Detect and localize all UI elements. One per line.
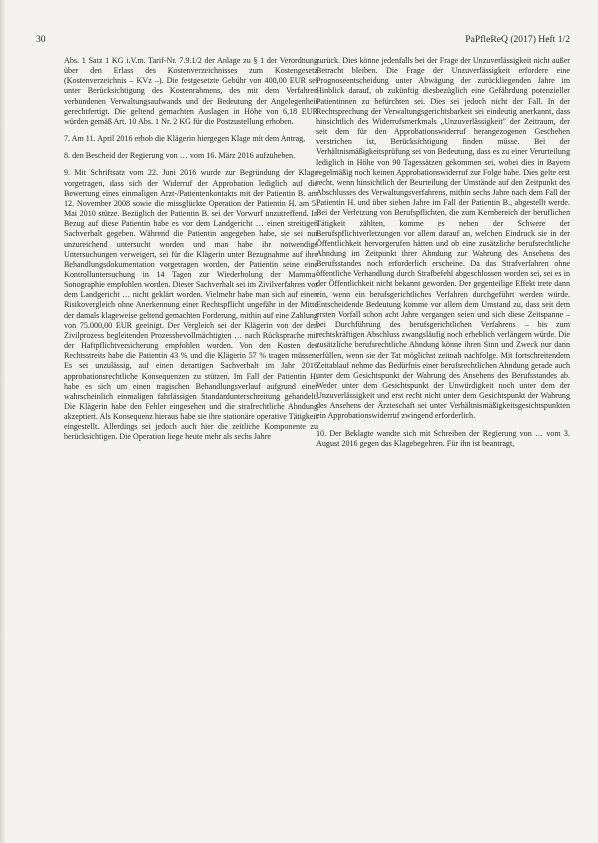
paragraph: Abs. 1 Satz 1 KG i.V.m. Tarif-Nr. 7.9.1/2 der Anlage zu § 1 der Verordnung über den Erlass des Kostenverzeichnisses zum Kostengesetz (Kostenverzeichnis – KVz –). Die festgesetzte Gebühr von 400,00 EUR sei unter Berücksichtigung des Kostenrahmens, des mit dem Verfahren verbundenen Verwaltungsaufwands und der Bedeutung der Angelegenheit gerechtfertigt. Die geltend gemachten Auslagen in Höhe von 6,18 EUR würden gemäß Art. 10 Abs. 1 Nr. 2 KG für die Postzustellung erhoben. xyxy=(64,56,318,126)
scan-edge-shadow xyxy=(0,0,6,843)
journal-issue: PaPfleReQ (2017) Heft 1/2 xyxy=(465,34,570,45)
paragraph: 7. Am 11. April 2016 erhob die Klägerin hiergegen Klage mit dem Antrag, xyxy=(64,134,306,144)
paragraph: 10. Der Beklagte wandte sich mit Schreiben der Regierung von … vom 3. August 2016 gegen das Klagebegehren. Für ihn ist beantragt, xyxy=(316,428,570,448)
running-header xyxy=(36,34,570,45)
right-column xyxy=(316,56,570,456)
page-number: 30 xyxy=(36,34,46,45)
paragraph: 8. den Bescheid der Regierung von … vom 16. März 2016 aufzuheben. xyxy=(64,151,296,161)
left-column xyxy=(64,56,318,450)
paragraph: zurück. Dies könne jedenfalls bei der Frage der Unzuverlässigkeit nicht außer Betracht bleiben. Die Frage der Unzuverlässigkeit erfordere eine Prognoseentscheidung unter Abwägung der zurückliegenden Jahre im Hinblick darauf, ob zukünftig diesbezüglich eine Gefährdung potenzieller Patientinnen zu befürchten sei. Dies sei jedoch nicht der Fall. In der Rechtsprechung der Verwaltungsgerichtsbarkeit sei eindeutig anerkannt, dass hinsichtlich des Widerrufsmerkmals „Unzuverlässigkeit" der Zeitraum, der seit dem für den Approbationswiderruf herangezogenen Geschehen verstrichen ist, Berücksichtigung finden müsse. Bei der Verhältnismäßigkeitsprüfung sei von Bedeutung, dass es zu einer Verurteilung lediglich in Höhe von 90 Tagessätzen gekommen sei, wobei dies in Bayern regelmäßig noch keinen Approbationswiderruf zur Folge habe. Dies gelte erst recht, wenn hinsichtlich der Beurteilung der Umstände auf den Zeitpunkt des Abschlusses des Verwaltungsverfahrens, mithin sechs Jahre nach dem Fall der Patientin H. und über sieben Jahre im Fall der Patientin B., abgestellt werde. Bei der Verletzung von Berufspflichten, die zum Kernbereich der beruflichen Tätigkeit zählten, komme es neben der Schwere der Berufspflichtverletzungen vor allem darauf an, welchen Eindruck sie in der Öffentlichkeit hervorgerufen hätten und ob eine zusätzliche berufsrechtliche Ahndung im Zeitpunkt ihrer Ahndung zur Wahrung des Ansehens des Berufsstandes noch erforderlich erscheine. Da das Strafverfahren ohne öffentliche Verhandlung durch Strafbefehl abgeschlossen worden sei, sei es in der Öffentlichkeit nicht bekannt geworden. Der gegenteilige Effekt trete dann ein, wenn ein berufsgerichtliches Verfahren durchgeführt werden würde. Entscheidende Bedeutung komme vor allem dem Umstand zu, dass seit dem ersten Vorfall schon acht Jahre vergangen seien und sich diese Zeitspanne – bei Durchführung des berufsgerichtlichen Verfahrens – bis zum rechtskräftigen Abschluss zwangsläufig noch erheblich verlängern würde. Die zusätzliche berufsrechtliche Ahndung könne ihren Sinn und Zweck nur dann erfüllen, wenn sie der Tat möglichst zeitnah nachfolge. Mit fortschreitendem Zeitablauf nehme das Bedürfnis einer berufsrechtlichen Ahndung gerade auch unter dem Gesichtspunkt der Wahrung des Ansehens des Berufsstandes ab. Weder unter dem Gesichtspunkt der Unwürdigkeit noch unter dem der Unzuverlässigkeit und erst recht nicht unter dem Gesichtspunkt der Wahrung des Ansehens der Ärzteschaft sei unter Verhältnismäßigkeitsgesichtspunkten ein Approbationswiderruf zwingend erforderlich. xyxy=(316,56,570,421)
paragraph: 9. Mit Schriftsatz vom 22. Juni 2016 wurde zur Begründung der Klage vorgetragen, dass sich der Widerruf der Approbation lediglich auf die Bewertung eines einmaligen Arzt-/Patientenkontakts mit der Patientin B. am 12. November 2008 sowie die missglückte Operation der Patientin H. am 5. Mai 2010 stütze. Bezüglich der Patientin B. sei der Vorwurf unzutreffend. In Bezug auf diese Patientin habe es vor dem Landgericht … einen streitigen Sachverhalt gegeben. Während die Patientin angegeben habe, sie sei nur unzureichend untersucht worden und man habe ihr notwendige Untersuchungen verweigert, sei für die Klägerin unter Bezugnahme auf ihre Behandlungsdokumentation vorgetragen worden, der Patientin seine eine Kontrolluntersuchung in 14 Tagen zur Wiederholung der Mamma-Sonographie empfohlen worden. Dieser Sachverhalt sei im Zivilverfahren vor dem Landgericht … nicht geklärt worden. Vielmehr habe man sich auf einen Risikovergleich ohne Anerkennung einer Rechtspflicht ungefähr in der Mitte der damals klageweise geltend gemachten Forderung, mithin auf eine Zahlung von 75.000,00 EUR geeinigt. Der Vergleich sei der Klägerin von der den Zivilprozess begleitenden Prozessbevollmächtigten … nach Rücksprache mit der Haftpflichtversicherung empfohlen worden. Von den Kosten des Rechtsstreits habe die Patientin 43 % und die Klägerin 57 % tragen müssen. Es sei unzulässig, auf einen derartigen Sachverhalt im Jahr 2016 approbationsrechtliche Konsequenzen zu stützen. Im Fall der Patientin H. habe es sich um einen tragischen Behandlungsverlauf aufgrund einer wahrscheinlich einmaligen fahrlässigen Standardunterschreitung gehandelt. Die Klägerin habe den Fehler eingesehen und die strafrechtliche Ahndung akzeptiert. Als Konsequenz hieraus habe sie ihre stationäre operative Tätigkeit eingestellt. Allerdings sei jedoch auch hier die zeitliche Komponente zu berücksichtigen. Die Operation liege heute mehr als sechs Jahre xyxy=(64,168,318,442)
